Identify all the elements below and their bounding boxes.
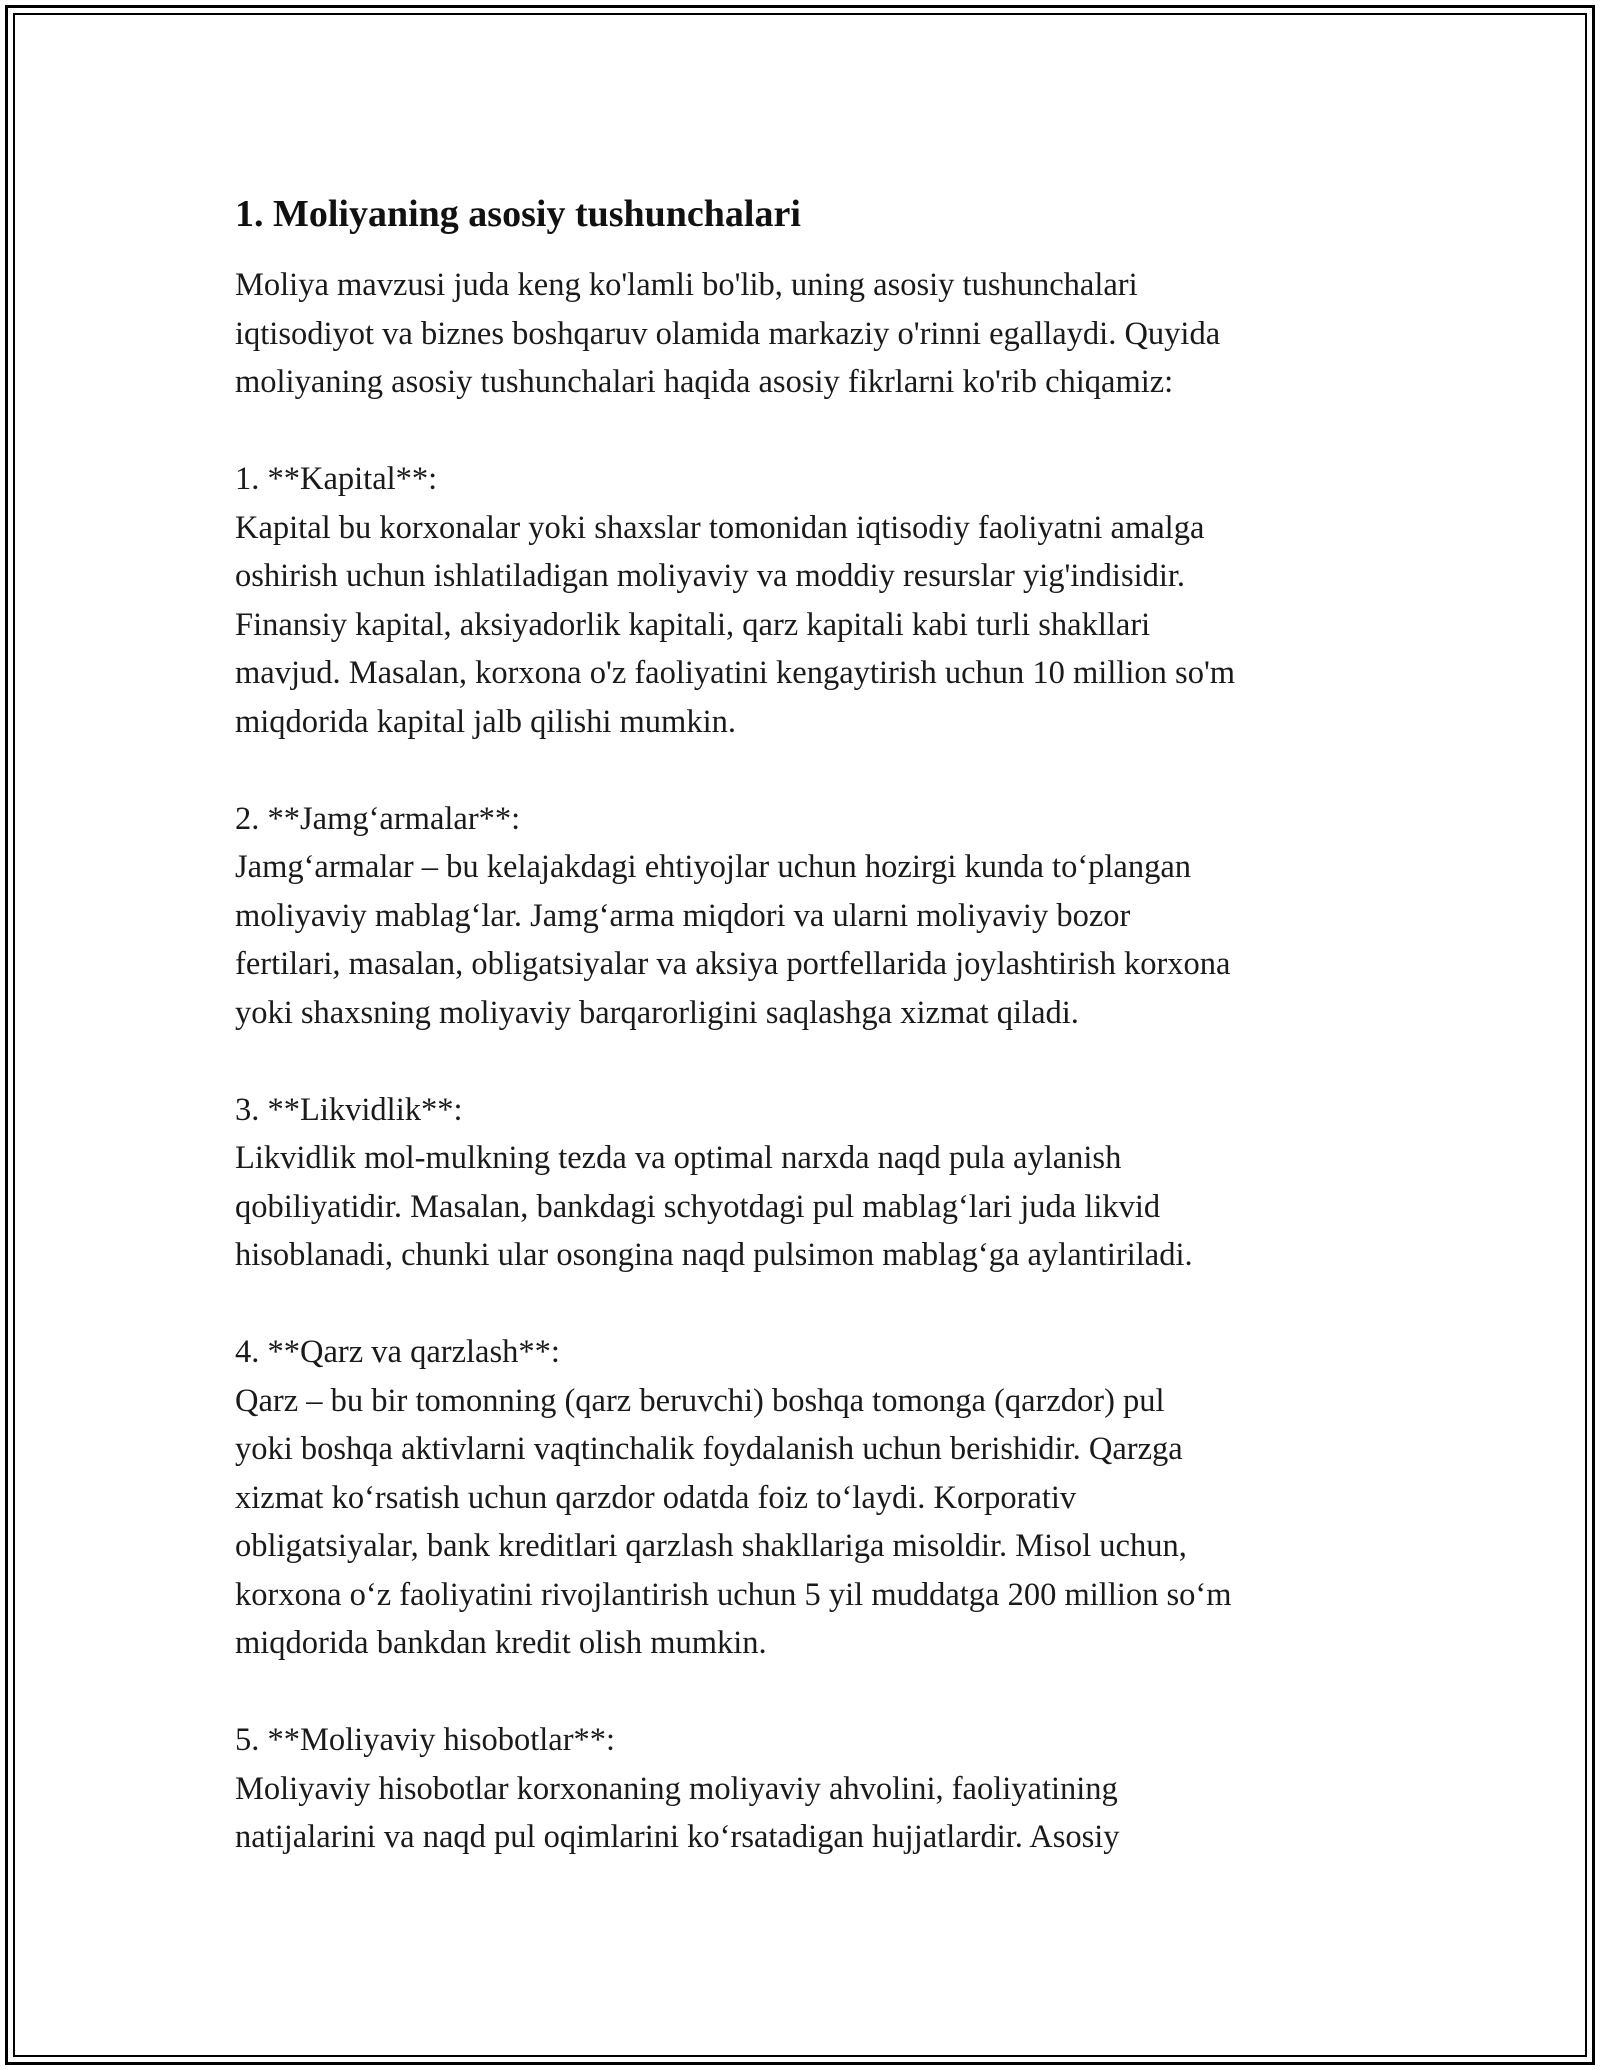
item-body-qarz: Qarz – bu bir tomonning (qarz beruvchi) boshqa tomonga (qarzdor) pul yoki boshqa aktivlarni vaqtinchalik foydalanish uchun berishidir. Qarzga xizmat ko‘rsatish uchun qarzdor odatda foiz to‘laydi. Korporativ obligatsiyalar, bank kreditlari qarzlash shakllariga misoldir. Misol uchun, korxona o‘z faoliyatini rivojlantirish uchun 5 yil muddatga 200 million so‘m miqdorida bankdan kredit olish mumkin. [235, 1382, 1232, 1661]
item-title-jamgarmalar: 2. **Jamg‘armalar**: [235, 800, 521, 837]
item-body-likvidlik: Likvidlik mol-mulkning tezda va optimal narxda naqd pula aylanish qobiliyatidir. Masalan, bankdagi schyotdagi pul mablag‘lari juda likvid hisoblanadi, chunki ular osongina naqd pulsimon mablag‘ga aylantiriladi. [235, 1140, 1193, 1273]
item-title-hisobotlar: 5. **Moliyaviy hisobotlar**: [235, 1722, 616, 1758]
item-body-kapital: Kapital bu korxonalar yoki shaxslar tomonidan iqtisodiy faoliyatni amalga oshirish uchun ishlatiladigan moliyaviy va moddiy resurslar yig'indisidir. Finansiy kapital, aksiyadorlik kapitali, qarz kapitali kabi turli shakllari mavjud. Masalan, korxona o'z faoliyatini kengaytirish uchun 10 million so'm miqdorida kapital jalb qilishi mumkin. [235, 509, 1236, 740]
item-body-jamgarmalar: Jamg‘armalar – bu kelajakdagi ehtiyojlar uchun hozirgi kunda to‘plangan moliyaviy mablag‘lar. Jamg‘arma miqdori va ularni moliyaviy bozor fertilari, masalan, obligatsiyalar va aksiya portfellarida joylashtirish korxona yoki shaxsning moliyaviy barqarorligini saqlashga xizmat qiladi. [235, 849, 1231, 1031]
section-heading: 1. Moliyaning asosiy tushunchalari [235, 193, 801, 235]
paragraph-gap [235, 1280, 1375, 1329]
paragraph-gap [235, 1668, 1375, 1717]
document-body [235, 187, 1375, 1862]
paragraph-gap [235, 1037, 1375, 1086]
item-title-qarz: 4. **Qarz va qarzlash**: [235, 1334, 560, 1370]
intro-paragraph: Moliya mavzusi juda keng ko'lamli bo'lib, uning asosiy tushunchalari iqtisodiyot va biznes boshqaruv olamida markaziy o'rinni egallaydi. Quyida moliyaning asosiy tushunchalari haqida asosiy fikrlarni ko'rib chiqamiz: [235, 267, 1221, 400]
paragraph-gap [235, 746, 1375, 795]
item-title-likvidlik: 3. **Likvidlik**: [235, 1091, 463, 1128]
item-title-kapital: 1. **Kapital**: [235, 461, 438, 497]
item-body-hisobotlar: Moliyaviy hisobotlar korxonaning moliyaviy ahvolini, faoliyatining natijalarini va naqd pul oqimlarini ko‘rsatadigan hujjatlardir. Asosiy [235, 1770, 1120, 1855]
paragraph-gap [235, 407, 1375, 456]
